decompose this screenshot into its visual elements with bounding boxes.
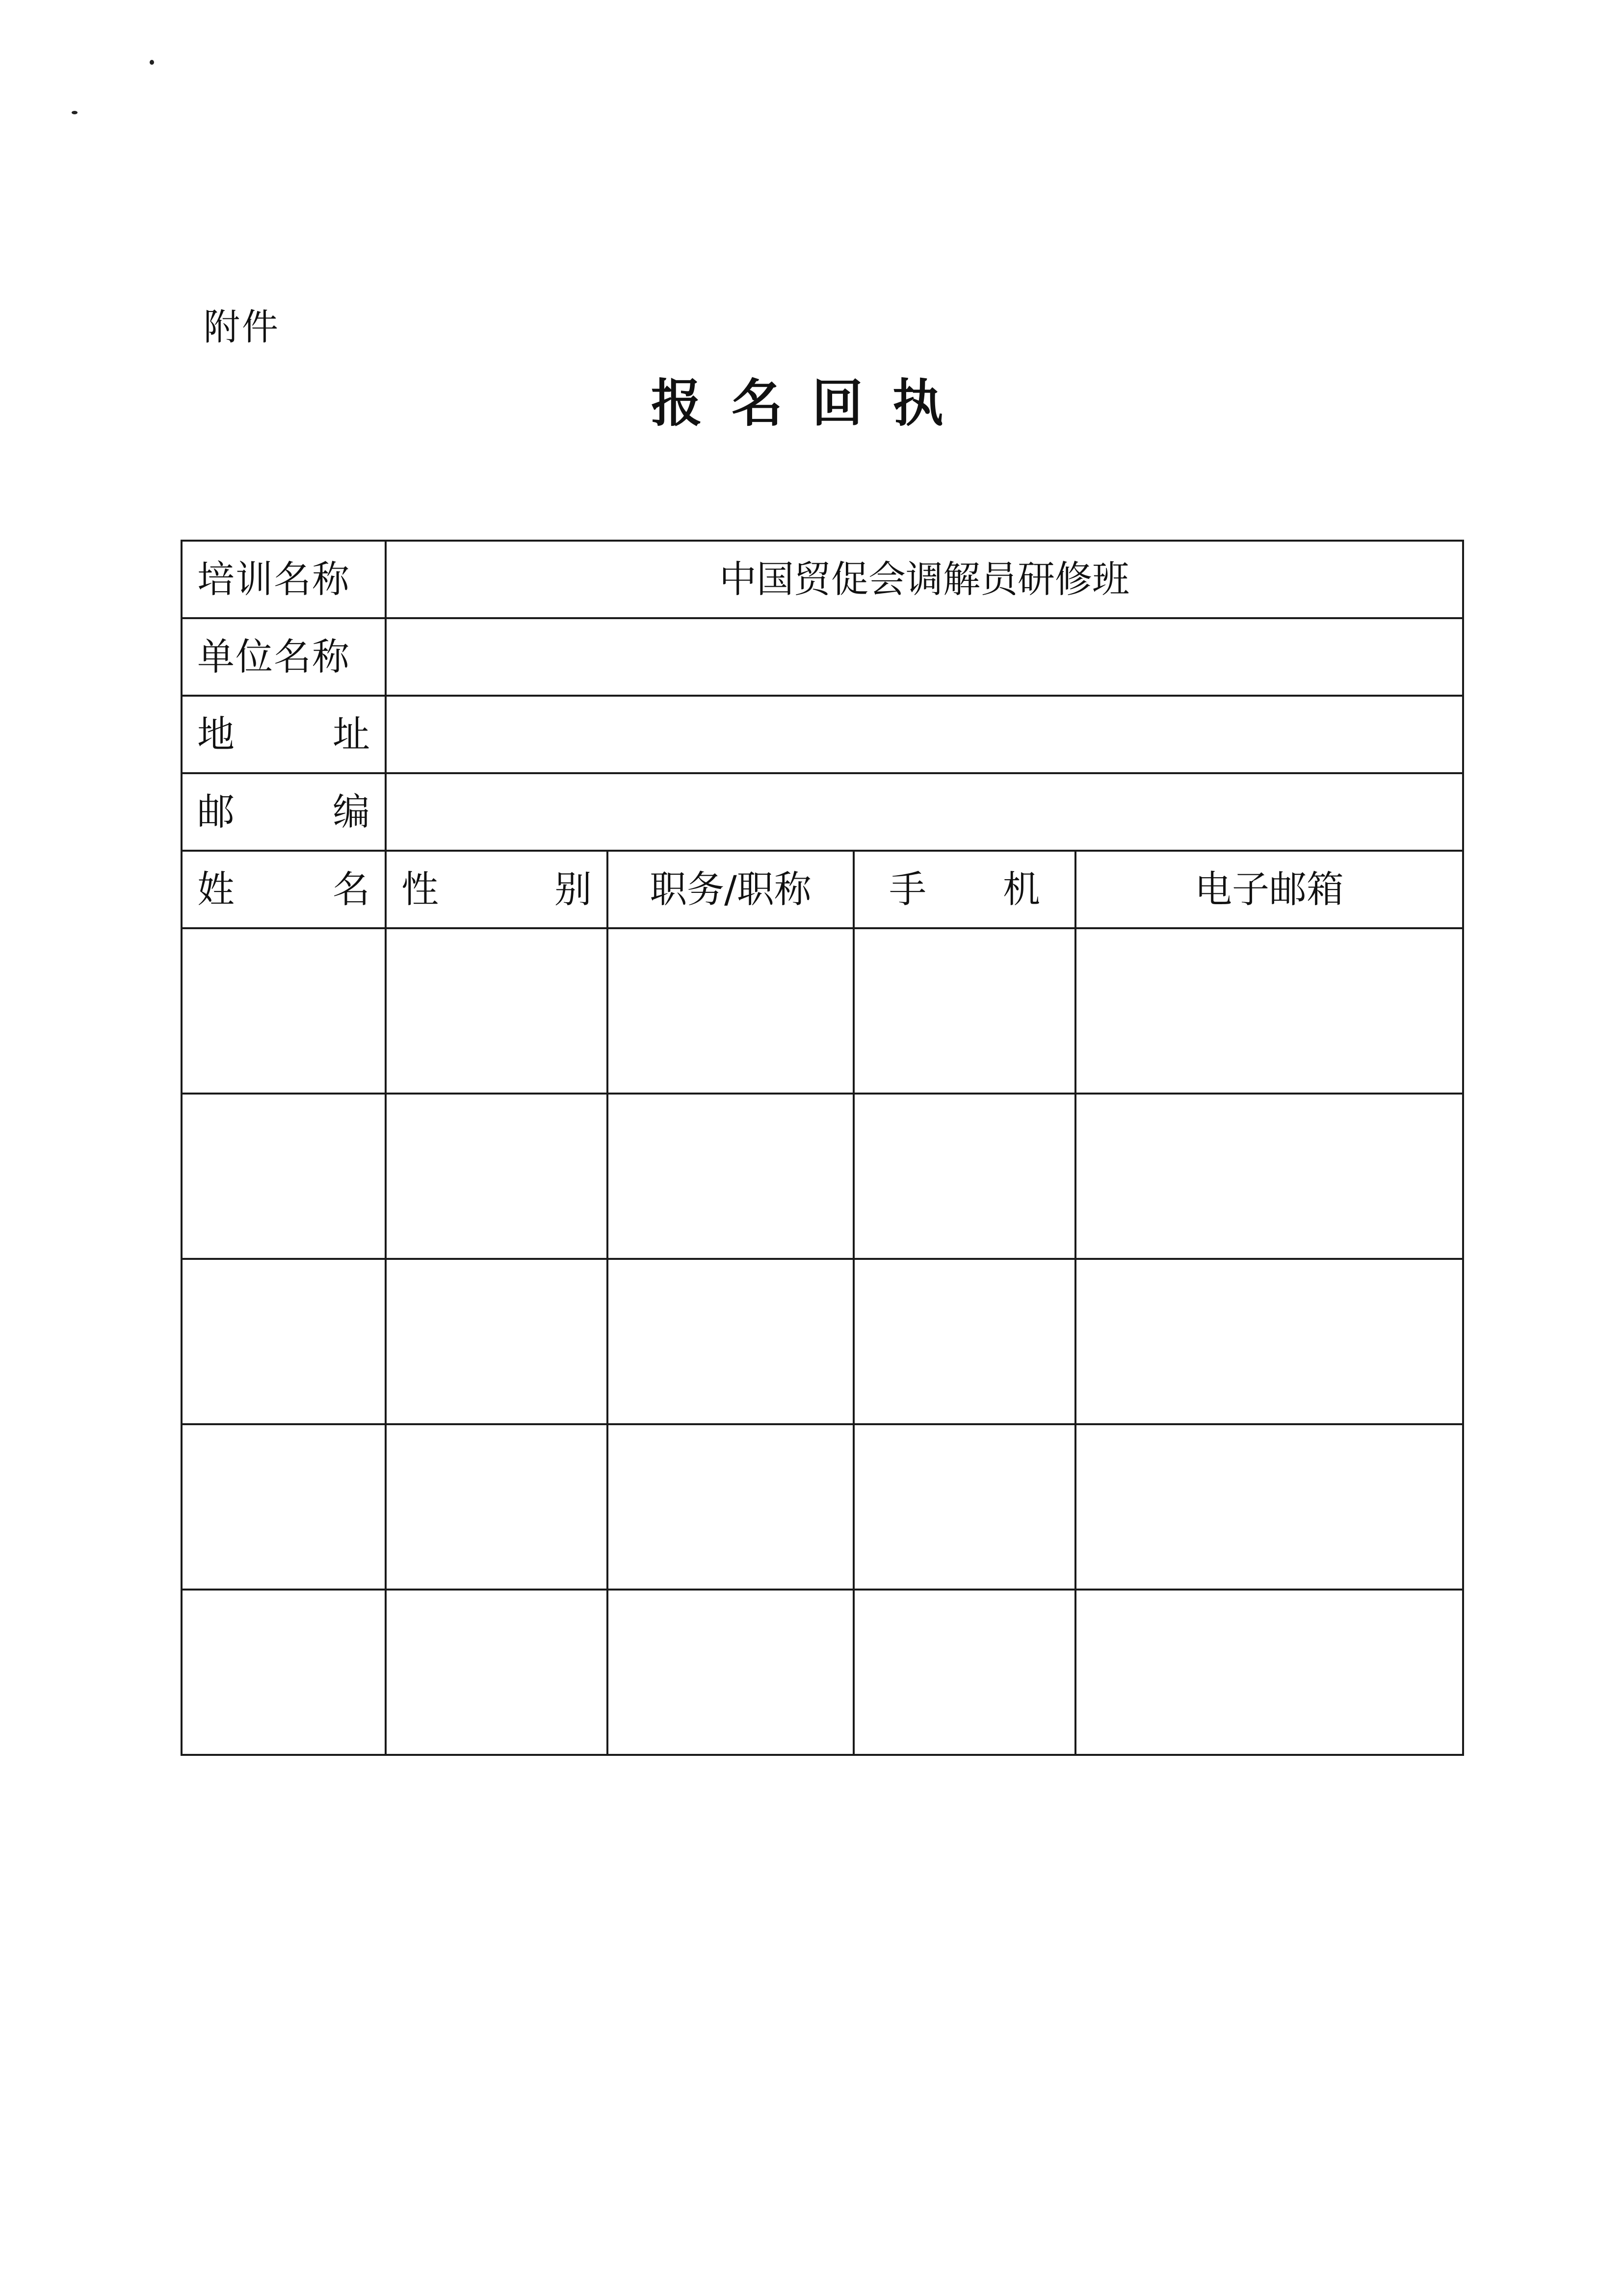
registration-form-table [181,540,1464,1756]
address-label-cell [182,696,386,773]
participant-gender-cell[interactable] [386,1094,607,1259]
participant-name-cell[interactable] [182,1590,386,1755]
participant-gender-cell[interactable] [386,928,607,1094]
participant-gender-cell[interactable] [386,1424,607,1590]
participant-name-cell[interactable] [182,1259,386,1424]
unit-name-label-cell [182,618,386,696]
header-gender-part: 性 [401,867,439,911]
postcode-label-part: 编 [333,790,370,834]
address-label-part: 地 [197,712,235,756]
info-row-address [182,696,1463,773]
participant-row [182,1424,1463,1590]
training-name-value-cell[interactable] [386,541,1463,618]
participant-mobile-cell[interactable] [854,928,1075,1094]
header-position: 职务/职称 [650,867,812,911]
address-label [197,712,370,756]
participant-mobile-cell[interactable] [854,1424,1075,1590]
header-mobile-part: 手 [889,867,926,911]
participant-position-cell[interactable] [607,928,854,1094]
participant-gender-cell[interactable] [386,1590,607,1755]
scan-speck [72,111,78,114]
info-row-unit-name [182,618,1463,696]
training-name-label-cell [182,541,386,618]
training-name-value: 中国贸促会调解员研修班 [719,557,1129,601]
header-mobile-part: 机 [1003,867,1040,911]
participant-name-cell[interactable] [182,1424,386,1590]
training-name-label: 培训名称 [197,557,350,601]
header-mobile [869,867,1060,911]
info-row-postcode [182,773,1463,851]
header-name-part: 名 [333,867,370,911]
participant-email-cell[interactable] [1075,928,1463,1094]
participant-email-cell[interactable] [1075,1094,1463,1259]
participant-row [182,1094,1463,1259]
participant-email-cell[interactable] [1075,1590,1463,1755]
header-email-cell [1075,851,1463,928]
participant-row [182,1259,1463,1424]
participant-row [182,928,1463,1094]
participant-gender-cell[interactable] [386,1259,607,1424]
header-gender [401,867,592,911]
participant-mobile-cell[interactable] [854,1094,1075,1259]
participant-position-cell[interactable] [607,1094,854,1259]
header-email: 电子邮箱 [1195,867,1344,911]
header-gender-cell [386,851,607,928]
participant-position-cell[interactable] [607,1590,854,1755]
participant-name-cell[interactable] [182,928,386,1094]
header-name [197,867,370,911]
header-name-cell [182,851,386,928]
unit-name-label: 单位名称 [197,635,350,678]
participant-position-cell[interactable] [607,1259,854,1424]
unit-name-value-cell[interactable] [386,618,1463,696]
postcode-value-cell[interactable] [386,773,1463,851]
postcode-label [197,790,370,834]
postcode-label-cell [182,773,386,851]
header-name-part: 姓 [197,867,235,911]
participant-mobile-cell[interactable] [854,1590,1075,1755]
address-label-part: 址 [333,712,370,756]
participant-mobile-cell[interactable] [854,1259,1075,1424]
header-position-cell [607,851,854,928]
participant-header-row [182,851,1463,928]
participant-position-cell[interactable] [607,1424,854,1590]
header-gender-part: 别 [554,867,592,911]
header-mobile-cell [854,851,1075,928]
scan-speck [150,60,154,65]
participant-email-cell[interactable] [1075,1259,1463,1424]
address-value-cell[interactable] [386,696,1463,773]
document-title: 报名回执 [651,373,973,433]
info-row-training-name [182,541,1463,618]
participant-name-cell[interactable] [182,1094,386,1259]
attachment-label: 附件 [204,306,280,348]
participant-row [182,1590,1463,1755]
participant-email-cell[interactable] [1075,1424,1463,1590]
postcode-label-part: 邮 [197,790,235,834]
